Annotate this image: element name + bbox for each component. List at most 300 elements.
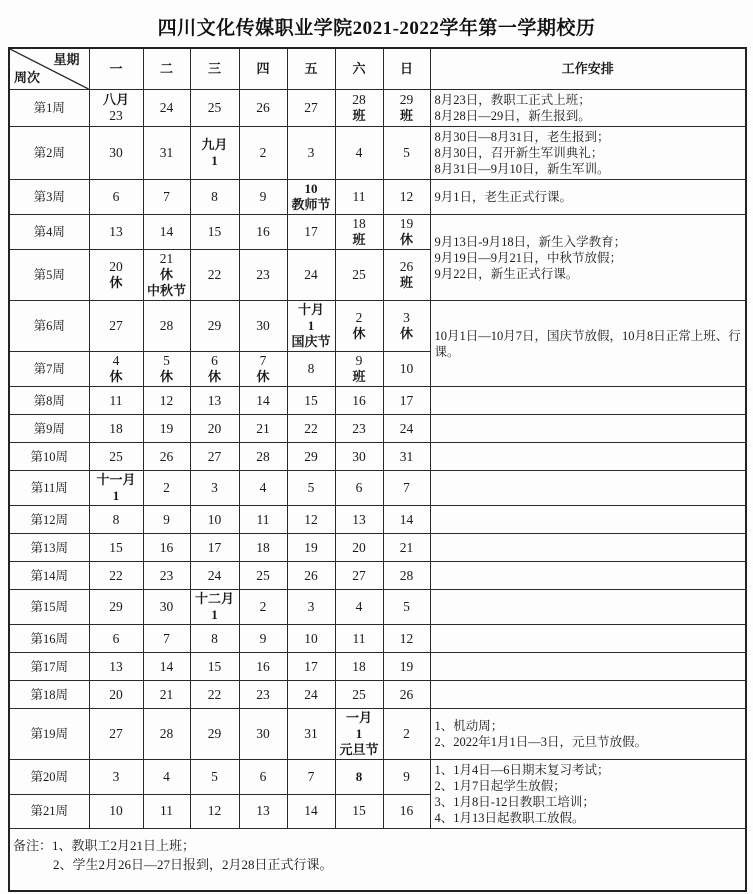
day-line: 18 xyxy=(352,216,366,231)
day-line: 19 xyxy=(399,658,414,674)
day-cell xyxy=(383,180,430,215)
week-row xyxy=(9,562,746,590)
day-line: 23 xyxy=(109,108,123,123)
day-line: 4 xyxy=(163,768,170,784)
day-line: 2 xyxy=(259,599,267,614)
work-cell xyxy=(430,681,746,709)
day-line: 27 xyxy=(109,318,123,333)
day-line: 1 xyxy=(355,726,363,741)
day-line: 23 xyxy=(352,420,366,436)
day-line: 3 xyxy=(307,599,315,614)
day-line: 休 xyxy=(399,326,413,341)
day-cell xyxy=(143,352,190,387)
week-row xyxy=(9,653,746,681)
day-cell xyxy=(383,352,430,387)
day-line: 班 xyxy=(399,108,413,123)
day-cell xyxy=(335,506,383,534)
day-cell xyxy=(190,250,239,301)
day-line: 12 xyxy=(207,803,222,819)
week-row xyxy=(9,534,746,562)
day-line: 28 xyxy=(399,567,414,583)
day-line: 20 xyxy=(352,539,366,555)
day-cell xyxy=(89,215,143,250)
day-line: 13 xyxy=(207,392,222,408)
day-line: 29 xyxy=(207,726,222,741)
day-cell xyxy=(89,506,143,534)
day-cell xyxy=(190,760,239,795)
day-cell xyxy=(335,352,383,387)
day-cell xyxy=(287,352,335,387)
day-line: 6 xyxy=(259,768,267,784)
day-cell xyxy=(190,471,239,506)
week-label: 第9周 xyxy=(9,415,89,443)
day-line: 18 xyxy=(109,420,123,436)
day-cell xyxy=(335,794,383,829)
work-line: 3、1月8日-12日教职工培训； xyxy=(434,795,595,809)
day-line: 5 xyxy=(403,599,410,614)
week-label: 第11周 xyxy=(9,471,89,506)
day-cell xyxy=(89,387,143,415)
work-line: 9月13日-9月18日，新生入学教育； xyxy=(434,234,627,249)
week-label: 第6周 xyxy=(9,301,89,352)
week-row xyxy=(9,215,746,250)
corner-cell xyxy=(9,48,89,90)
day-line: 8 xyxy=(112,511,120,527)
day-line: 2 xyxy=(355,310,363,325)
day-cell xyxy=(143,562,190,590)
day-cell xyxy=(143,534,190,562)
week-label: 第10周 xyxy=(9,443,89,471)
day-cell xyxy=(335,681,383,709)
day-line: 九月 xyxy=(201,137,228,152)
day-line: 13 xyxy=(109,658,123,674)
week-label: 第1周 xyxy=(9,90,89,127)
day-line: 十月 xyxy=(297,302,324,317)
day-line: 18 xyxy=(352,658,366,674)
day-cell xyxy=(287,250,335,301)
day-cell xyxy=(190,215,239,250)
day-cell xyxy=(335,590,383,625)
week-row xyxy=(9,471,746,506)
day-line: 15 xyxy=(207,224,222,239)
day-cell xyxy=(383,415,430,443)
day-line: 16 xyxy=(159,539,174,555)
day-cell xyxy=(287,415,335,443)
day-cell xyxy=(383,387,430,415)
day-line: 10 xyxy=(304,630,318,646)
day-line: 23 xyxy=(159,567,174,583)
day-line: 26 xyxy=(304,567,318,583)
work-cell xyxy=(430,625,746,653)
day-line: 教师节 xyxy=(291,197,331,212)
day-line: 22 xyxy=(207,267,222,282)
day-cell xyxy=(190,90,239,127)
day-line: 31 xyxy=(159,145,174,160)
day-line: 12 xyxy=(399,630,414,646)
day-line: 5 xyxy=(163,353,170,368)
day-cell xyxy=(190,653,239,681)
day-cell xyxy=(190,625,239,653)
day-cell xyxy=(335,215,383,250)
day-line: 中秋节 xyxy=(146,283,186,298)
week-row xyxy=(9,709,746,760)
day-cell xyxy=(335,760,383,795)
day-line: 22 xyxy=(109,567,123,583)
week-label: 第7周 xyxy=(9,352,89,387)
day-line: 8 xyxy=(211,189,218,204)
day-line: 6 xyxy=(355,480,363,495)
day-line: 16 xyxy=(256,658,270,674)
day-line: 24 xyxy=(304,267,318,282)
day-line: 11 xyxy=(352,189,366,204)
page-title: 四川文化传媒职业学院2021-2022学年第一学期校历 xyxy=(157,18,596,39)
day-cell xyxy=(89,90,143,127)
day-line: 1 xyxy=(211,607,218,622)
day-cell xyxy=(239,794,287,829)
day-cell xyxy=(383,794,430,829)
day-cell xyxy=(335,180,383,215)
day-cell xyxy=(143,590,190,625)
week-row xyxy=(9,625,746,653)
day-cell xyxy=(89,562,143,590)
week-row xyxy=(9,301,746,352)
day-line: 14 xyxy=(304,803,318,819)
day-cell xyxy=(143,794,190,829)
day-line: 11 xyxy=(352,630,366,646)
day-line: 23 xyxy=(256,267,270,282)
week-label: 第2周 xyxy=(9,127,89,180)
week-row xyxy=(9,443,746,471)
day-cell xyxy=(239,415,287,443)
day-cell xyxy=(335,127,383,180)
day-cell xyxy=(383,301,430,352)
day-line: 13 xyxy=(352,511,366,527)
day-cell xyxy=(383,534,430,562)
day-line: 24 xyxy=(399,420,414,436)
day-line: 8 xyxy=(307,361,315,376)
day-cell xyxy=(190,681,239,709)
day-cell xyxy=(190,562,239,590)
work-cell xyxy=(430,760,746,829)
day-cell xyxy=(239,709,287,760)
day-cell xyxy=(89,590,143,625)
day-line: 10 xyxy=(304,181,318,196)
day-line: 24 xyxy=(304,686,318,702)
day-line: 27 xyxy=(109,726,123,741)
week-row xyxy=(9,760,746,795)
day-line: 9 xyxy=(163,511,170,527)
day-cell xyxy=(190,534,239,562)
day-line: 26 xyxy=(159,448,174,464)
day-line: 1 xyxy=(307,318,315,333)
day-cell xyxy=(335,562,383,590)
calendar-body xyxy=(9,90,746,829)
day-line: 21 xyxy=(256,420,270,436)
work-line: 8月30日—8月31日，老生报到； xyxy=(434,130,610,144)
day-line: 25 xyxy=(352,267,366,282)
day-cell xyxy=(287,387,335,415)
day-cell xyxy=(239,127,287,180)
day-cell xyxy=(287,681,335,709)
week-label: 第15周 xyxy=(9,590,89,625)
day-cell xyxy=(383,709,430,760)
day-line: 28 xyxy=(159,726,174,741)
day-cell xyxy=(383,562,430,590)
week-row xyxy=(9,387,746,415)
work-line: 8月28日—29日，新生报到。 xyxy=(434,109,591,123)
day-cell xyxy=(89,301,143,352)
day-header-tue: 二 xyxy=(143,48,190,90)
day-line: 7 xyxy=(163,189,170,204)
day-line: 11 xyxy=(256,511,270,527)
day-line: 休 xyxy=(109,275,123,290)
day-cell xyxy=(190,352,239,387)
day-line: 8 xyxy=(355,768,363,784)
day-header-sun: 日 xyxy=(383,48,430,90)
day-line: 29 xyxy=(399,92,414,107)
day-cell xyxy=(287,127,335,180)
day-cell xyxy=(383,590,430,625)
day-line: 13 xyxy=(256,803,270,819)
day-line: 19 xyxy=(304,539,318,555)
day-line: 国庆节 xyxy=(291,334,331,349)
day-line: 4 xyxy=(355,599,363,614)
day-line: 7 xyxy=(307,768,315,784)
day-line: 元旦节 xyxy=(339,742,379,757)
day-line: 20 xyxy=(109,686,123,702)
day-cell xyxy=(287,653,335,681)
work-cell xyxy=(430,415,746,443)
day-line: 7 xyxy=(163,630,170,646)
day-header-fri: 五 xyxy=(287,48,335,90)
day-line: 7 xyxy=(259,353,267,368)
week-row xyxy=(9,415,746,443)
day-line: 31 xyxy=(304,726,318,741)
work-line: 9月19日—9月21日，中秋节放假； xyxy=(434,250,623,265)
day-cell xyxy=(287,215,335,250)
work-cell xyxy=(430,180,746,215)
day-line: 10 xyxy=(399,361,414,376)
day-cell xyxy=(383,653,430,681)
day-cell xyxy=(383,250,430,301)
day-cell xyxy=(383,760,430,795)
day-line: 28 xyxy=(159,318,174,333)
day-line: 2 xyxy=(403,726,410,741)
day-line: 30 xyxy=(159,599,174,614)
day-line: 10 xyxy=(109,803,123,819)
notes-line-1: 备注：1、教职工2月21日上班； xyxy=(13,838,196,853)
day-line: 3 xyxy=(307,145,315,160)
day-cell xyxy=(89,415,143,443)
day-line: 21 xyxy=(159,251,174,266)
day-line: 3 xyxy=(403,310,410,325)
day-cell xyxy=(89,180,143,215)
work-line: 8月23日，教职工正式上班； xyxy=(434,93,591,107)
day-cell xyxy=(287,760,335,795)
day-line: 26 xyxy=(256,100,270,115)
day-cell xyxy=(143,90,190,127)
work-line: 9月1日，老生正式行课。 xyxy=(434,190,573,204)
day-cell xyxy=(239,387,287,415)
day-cell xyxy=(143,250,190,301)
day-cell xyxy=(239,471,287,506)
day-line: 3 xyxy=(211,480,218,495)
day-line: 22 xyxy=(304,420,318,436)
week-row xyxy=(9,180,746,215)
day-cell xyxy=(239,590,287,625)
day-line: 休 xyxy=(159,369,173,384)
day-cell xyxy=(143,681,190,709)
day-cell xyxy=(190,709,239,760)
day-line: 休 xyxy=(352,326,366,341)
day-line: 30 xyxy=(256,318,270,333)
day-line: 3 xyxy=(112,768,120,784)
day-line: 1 xyxy=(112,488,120,503)
work-cell xyxy=(430,590,746,625)
day-line: 14 xyxy=(256,392,270,408)
day-line: 28 xyxy=(352,92,366,107)
day-header-sat: 六 xyxy=(335,48,383,90)
day-line: 4 xyxy=(112,353,120,368)
week-label: 第18周 xyxy=(9,681,89,709)
day-cell xyxy=(89,443,143,471)
day-cell xyxy=(190,506,239,534)
day-cell xyxy=(89,681,143,709)
day-cell xyxy=(335,443,383,471)
day-cell xyxy=(190,387,239,415)
day-line: 16 xyxy=(352,392,366,408)
day-cell xyxy=(190,443,239,471)
week-label: 第8周 xyxy=(9,387,89,415)
day-line: 15 xyxy=(207,658,222,674)
day-line: 15 xyxy=(109,539,123,555)
day-cell xyxy=(335,625,383,653)
day-line: 26 xyxy=(399,686,414,702)
day-cell xyxy=(143,506,190,534)
day-line: 22 xyxy=(207,686,222,702)
work-cell xyxy=(430,387,746,415)
week-label: 第19周 xyxy=(9,709,89,760)
day-line: 15 xyxy=(352,803,366,819)
day-line: 29 xyxy=(207,318,222,333)
day-cell xyxy=(287,562,335,590)
day-cell xyxy=(143,127,190,180)
day-line: 一月 xyxy=(345,710,372,725)
week-row xyxy=(9,127,746,180)
day-line: 16 xyxy=(399,803,414,819)
day-line: 19 xyxy=(159,420,174,436)
day-line: 29 xyxy=(109,599,123,614)
day-line: 30 xyxy=(109,145,123,160)
day-line: 29 xyxy=(304,448,318,464)
week-label: 第20周 xyxy=(9,760,89,795)
day-cell xyxy=(335,471,383,506)
day-cell xyxy=(89,127,143,180)
day-line: 5 xyxy=(307,480,315,495)
day-line: 9 xyxy=(403,768,410,784)
day-cell xyxy=(190,794,239,829)
day-cell xyxy=(143,709,190,760)
day-cell xyxy=(239,180,287,215)
week-label: 第4周 xyxy=(9,215,89,250)
corner-weeknum-label: 周次 xyxy=(14,70,41,85)
day-cell xyxy=(287,625,335,653)
day-cell xyxy=(287,471,335,506)
day-cell xyxy=(190,590,239,625)
work-header: 工作安排 xyxy=(430,48,746,90)
day-cell xyxy=(287,443,335,471)
day-cell xyxy=(239,681,287,709)
work-cell xyxy=(430,562,746,590)
day-line: 25 xyxy=(109,448,123,464)
day-cell xyxy=(287,301,335,352)
day-line: 6 xyxy=(211,353,218,368)
day-header-mon: 一 xyxy=(89,48,143,90)
day-line: 6 xyxy=(112,189,120,204)
day-cell xyxy=(335,90,383,127)
day-cell xyxy=(190,415,239,443)
work-cell xyxy=(430,127,746,180)
work-cell xyxy=(430,90,746,127)
day-line: 4 xyxy=(355,145,363,160)
day-line: 16 xyxy=(256,224,270,239)
day-cell xyxy=(143,180,190,215)
week-label: 第17周 xyxy=(9,653,89,681)
corner-weekday-label: 星期 xyxy=(53,52,80,67)
day-cell xyxy=(335,653,383,681)
day-line: 7 xyxy=(403,480,410,495)
week-label: 第5周 xyxy=(9,250,89,301)
day-cell xyxy=(239,653,287,681)
day-line: 28 xyxy=(256,448,270,464)
day-cell xyxy=(239,301,287,352)
work-line: 8月30日，召开新生军训典礼； xyxy=(434,146,604,160)
day-line: 25 xyxy=(256,567,270,583)
day-cell xyxy=(89,625,143,653)
day-cell xyxy=(383,471,430,506)
day-cell xyxy=(335,250,383,301)
day-cell xyxy=(287,590,335,625)
day-cell xyxy=(383,681,430,709)
day-line: 休 xyxy=(109,369,123,384)
day-line: 6 xyxy=(112,630,120,646)
work-line: 4、1月13日起教职工放假。 xyxy=(434,811,585,825)
day-line: 23 xyxy=(256,686,270,702)
work-line: 1、1月4日—6日期末复习考试； xyxy=(434,763,610,777)
week-label: 第12周 xyxy=(9,506,89,534)
day-cell xyxy=(335,534,383,562)
day-line: 17 xyxy=(399,392,414,408)
week-label: 第14周 xyxy=(9,562,89,590)
day-cell xyxy=(89,250,143,301)
day-cell xyxy=(143,625,190,653)
work-line: 9月22日，新生正式行课。 xyxy=(434,266,579,281)
day-line: 班 xyxy=(352,108,366,123)
day-cell xyxy=(89,534,143,562)
day-cell xyxy=(287,794,335,829)
day-line: 20 xyxy=(207,420,222,436)
day-cell xyxy=(190,301,239,352)
day-line: 14 xyxy=(159,658,174,674)
day-line: 27 xyxy=(207,448,222,464)
week-row xyxy=(9,90,746,127)
day-cell xyxy=(239,625,287,653)
day-cell xyxy=(143,415,190,443)
day-line: 5 xyxy=(211,768,218,784)
work-cell xyxy=(430,506,746,534)
notes-line-2: 2、学生2月26日—27日报到，2月28日正式行课。 xyxy=(53,857,333,872)
day-cell xyxy=(239,352,287,387)
